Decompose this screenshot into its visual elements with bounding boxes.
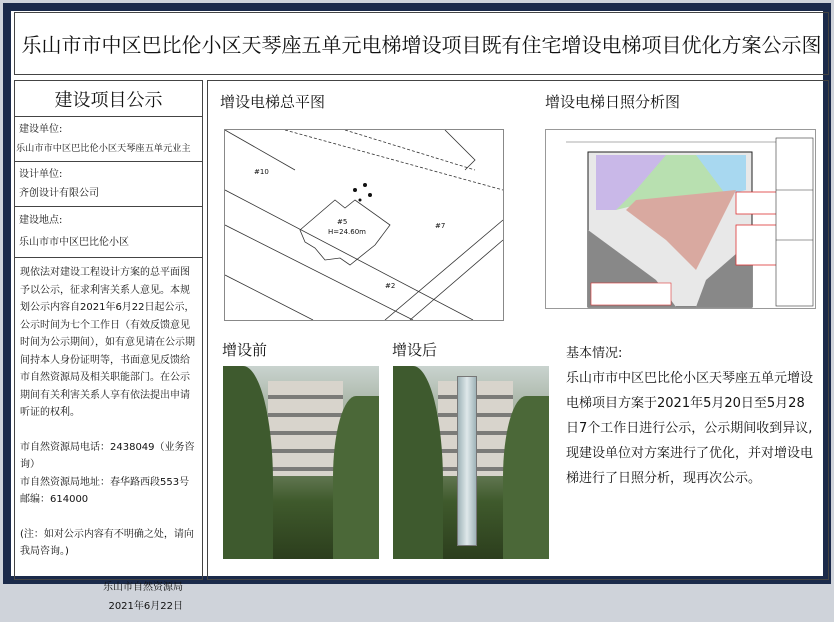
before-title: 增设前 [222, 341, 268, 359]
location-label: 建设地点: [19, 215, 63, 226]
site-plan-lines [225, 130, 503, 320]
panel-heading: 建设项目公示 [15, 81, 202, 117]
site-plan-drawing [224, 129, 504, 321]
after-title: 增设后 [392, 341, 438, 359]
page-title: 乐山市市中区巴比伦小区天琴座五单元电梯增设项目既有住宅增设电梯项目优化方案公示图 [14, 12, 829, 75]
basic-info-label: 基本情况: [566, 346, 623, 361]
drawings-panel [207, 80, 829, 580]
project-notice-panel [14, 80, 203, 612]
designer-section [15, 162, 202, 207]
date-text: 2021年6月22日 [108, 600, 183, 612]
issuer-text: 乐山市自然资源局 [103, 581, 183, 593]
plan-label-7: #7 [435, 222, 446, 230]
builder-section [15, 117, 202, 162]
after-photo [393, 366, 549, 559]
site-plan-title: 增设电梯总平图 [220, 93, 326, 111]
postcode-text: 邮编：614000 [20, 494, 89, 505]
sun-analysis-chart [546, 130, 815, 308]
location-value: 乐山市市中区巴比伦小区 [19, 237, 129, 248]
location-section [15, 207, 202, 258]
note-text: (注：如对公示内容有不明确之处，请向我局咨询。) [20, 528, 194, 557]
builder-label: 建设单位: [19, 124, 63, 135]
notice-body [15, 258, 202, 622]
designer-label: 设计单位: [19, 169, 63, 180]
plan-label-10: #10 [254, 168, 269, 176]
sun-analysis-title: 增设电梯日照分析图 [545, 93, 681, 111]
plan-height-label: H=24.60m [328, 228, 366, 236]
plan-label-5: #5 [337, 218, 348, 226]
basic-info [566, 341, 816, 491]
designer-value: 齐创设计有限公司 [19, 188, 99, 199]
phone-text: 市自然资源局电话：2438049（业务咨询） [20, 441, 195, 470]
before-photo [223, 366, 379, 559]
address-text: 市自然资源局地址：春华路西段553号 [20, 476, 190, 488]
sun-analysis-drawing [545, 129, 816, 309]
basic-info-text: 乐山市市中区巴比伦小区天琴座五单元增设电梯项目方案于2021年5月20日至5月28日7个工作日进行公示，公示期间收到异议,现建设单位对方案进行了优化，并对增设电梯进行了日照分析，现再次公示。 [566, 371, 814, 486]
plan-label-2: #2 [385, 282, 396, 290]
notice-text: 现依法对建设工程设计方案的总平面图予以公示，征求利害关系人意见。本规划公示内容自2021年6月22日起公示，公示时间为七个工作日（有效反馈意见时间为公示期间），如有意见请在公示期间持本人身份证明等，书面意见反馈给市自然资源局及相关职能部门。在公示期间有关利害关系人享有依法提出申请听证的权利。 [20, 267, 195, 418]
builder-value: 乐山市市中区巴比伦小区天琴座五单元业主 [16, 143, 191, 154]
